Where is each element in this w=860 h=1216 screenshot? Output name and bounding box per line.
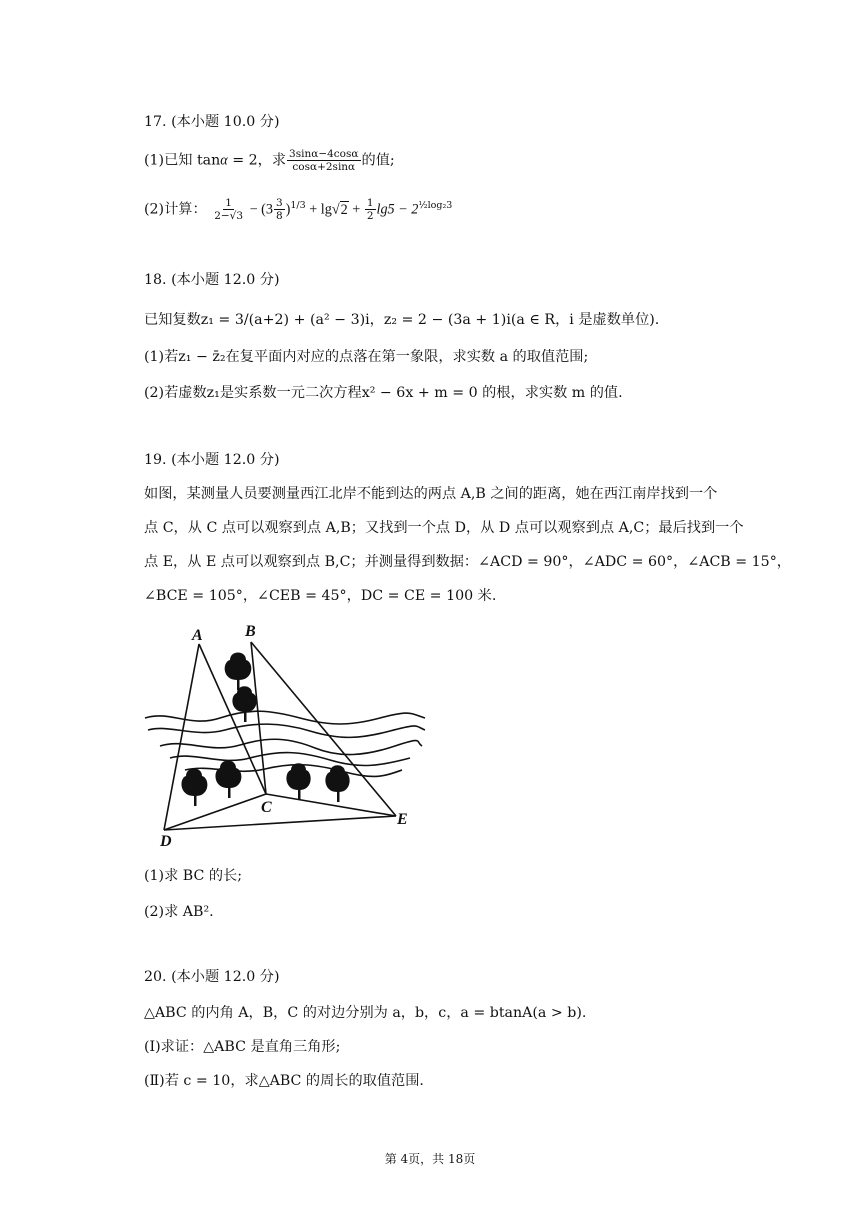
point-label-d: D <box>160 833 172 850</box>
q17-lg: + lg <box>305 201 332 218</box>
q17-half-num: 1 <box>366 197 374 210</box>
q17-half-den: 2 <box>366 210 374 223</box>
point-label-c: C <box>261 799 272 816</box>
q17-sqrt-value: 2 <box>340 201 348 218</box>
tree-icon <box>286 763 310 800</box>
question-20-heading: 20. (本小题 12.0 分) <box>144 969 280 985</box>
question-19-part-2: (2)求 AB². <box>144 904 214 920</box>
question-17-heading: 17. (本小题 10.0 分) <box>144 114 280 130</box>
q17-part2-lead: (2)计算： <box>144 201 207 218</box>
point-label-a: A <box>192 627 203 644</box>
question-18-heading: 18. (本小题 12.0 分) <box>144 272 280 288</box>
q17-f2-num: 3 <box>275 197 283 210</box>
tree-icon <box>225 653 252 691</box>
q17-alpha: α <box>220 152 228 169</box>
point-label-e: E <box>397 811 408 828</box>
q17-fraction-half <box>365 197 376 222</box>
tree-icon <box>181 769 207 807</box>
survey-figure <box>140 618 430 854</box>
question-17-part-2 <box>144 196 452 222</box>
q17-eq: = 2，求 <box>227 152 287 169</box>
q17-fraction-numerator: 3sinα−4cosα <box>289 148 359 160</box>
page-footer: 第 4页，共 18页 <box>384 1152 476 1166</box>
question-19-stem-line-1: 如图，某测量人员要测量西江北岸不能到达的两点 A,B 之间的距离，她在西江南岸找到一个 <box>144 486 718 502</box>
q17-part1-lead: (1)已知 tan <box>144 152 221 169</box>
point-label-b: B <box>245 623 256 640</box>
q17-plus: + <box>348 201 364 218</box>
question-19-stem-line-3: 点 E，从 E 点可以观察到点 B,C；并测量得到数据：∠ACD = 90°，∠ADC = 60°，∠ACB = 15°， <box>144 554 791 570</box>
q17-close: ) <box>285 201 291 218</box>
q17-minus: − (3 <box>246 201 273 218</box>
q17-f1-den: 2−√3 <box>214 210 244 223</box>
q17-exponent-2: ½log₂3 <box>418 200 453 211</box>
question-20-part-1: (Ⅰ)求证：△ABC 是直角三角形; <box>144 1039 341 1055</box>
question-18-part-1: (1)若z₁ − z̄₂在复平面内对应的点落在第一象限，求实数 a 的取值范围; <box>144 349 589 365</box>
q17-lg5: lg5 − 2 <box>376 201 419 218</box>
q17-sqrt-sign: √ <box>331 201 340 218</box>
tree-icon <box>215 761 241 799</box>
question-20-stem: △ABC 的内角 A，B，C 的对边分别为 a，b，c，a = btanA(a > b). <box>144 1005 587 1021</box>
q17-part1-tail: 的值; <box>361 152 395 169</box>
question-18-part-2: (2)若虚数z₁是实系数一元二次方程x² − 6x + m = 0 的根，求实数 m 的值. <box>144 385 623 401</box>
q17-fraction <box>287 148 360 173</box>
q17-f1-num: 1 <box>225 197 232 210</box>
question-17-part-1 <box>144 148 395 173</box>
tree-icon <box>325 765 349 802</box>
question-19-stem-line-2: 点 C，从 C 点可以观察到点 A,B；又找到一个点 D，从 D 点可以观察到点 A,C；最后找到一个 <box>144 520 744 536</box>
river-waves <box>145 711 425 776</box>
question-19-part-1: (1)求 BC 的长; <box>144 868 243 884</box>
q17-exponent: 1/3 <box>290 200 306 211</box>
q17-fraction-1 <box>212 197 245 222</box>
tree-icon <box>232 686 256 722</box>
q17-fraction-denominator: cosα+2sinα <box>292 161 356 173</box>
question-19-stem-line-4: ∠BCE = 105°，∠CEB = 45°，DC = CE = 100 米. <box>144 588 497 604</box>
question-19-heading: 19. (本小题 12.0 分) <box>144 452 280 468</box>
q17-f2-den: 8 <box>275 210 283 223</box>
question-18-stem: 已知复数z₁ = 3/(a+2) + (a² − 3)i，z₂ = 2 − (3a + 1)i(a ∈ R，i 是虚数单位). <box>144 312 660 328</box>
q17-fraction-2 <box>274 197 285 222</box>
question-20-part-2: (Ⅱ)若 c = 10，求△ABC 的周长的取值范围. <box>144 1073 424 1089</box>
